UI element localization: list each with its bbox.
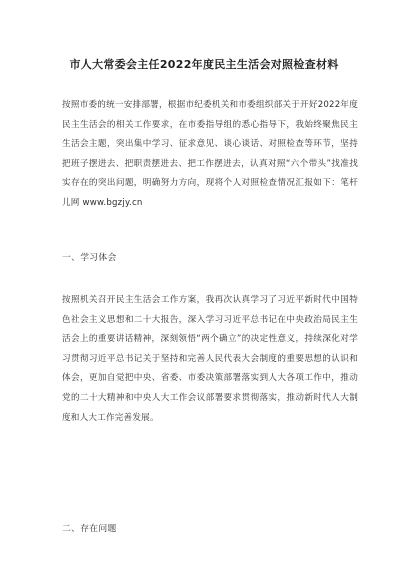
intro-paragraph: 按照市委的统一安排部署，根据市纪委机关和市委组织部关于开好2022年度民主生活会的相关工作要求，在市委指导组的悉心指导下，我始终聚焦民主生活会主题，突出集中学习、征求意见、谈心谈话、对照检查等环节，坚持把班子摆进去、把职责摆进去、把工作摆进去，认真对照“六个带头”找准找实存在的突出问题，明确努力方向，现将个人对照检查情况汇报如下：笔杆儿网 www.bgzjy.cn	[62, 100, 358, 208]
document-title: 市人大常委会主任2022年度民主生活会对照检查材料	[69, 58, 339, 71]
section-heading-problems: 二、存在问题	[62, 524, 117, 534]
section-heading-study: 一、学习体会	[62, 253, 117, 263]
study-paragraph: 按照机关召开民主生活会工作方案，我再次认真学习了习近平新时代中国特色社会主义思想和二十大报告，深入学习习近平总书记在中央政治局民主生活会上的重要讲话精神，深刻领悟“两个确立”的决定性意义，持续深化对学习贯彻习近平总书记关于坚持和完善人民代表大会制度的重要思想的认识和体会，更加自觉把中央、省委、市委决策部署落实到人大各项工作中，推动党的二十大精神和中央人大工作会议部署要求贯彻落实，推动新时代人大制度和人大工作完善发展。	[62, 295, 358, 423]
